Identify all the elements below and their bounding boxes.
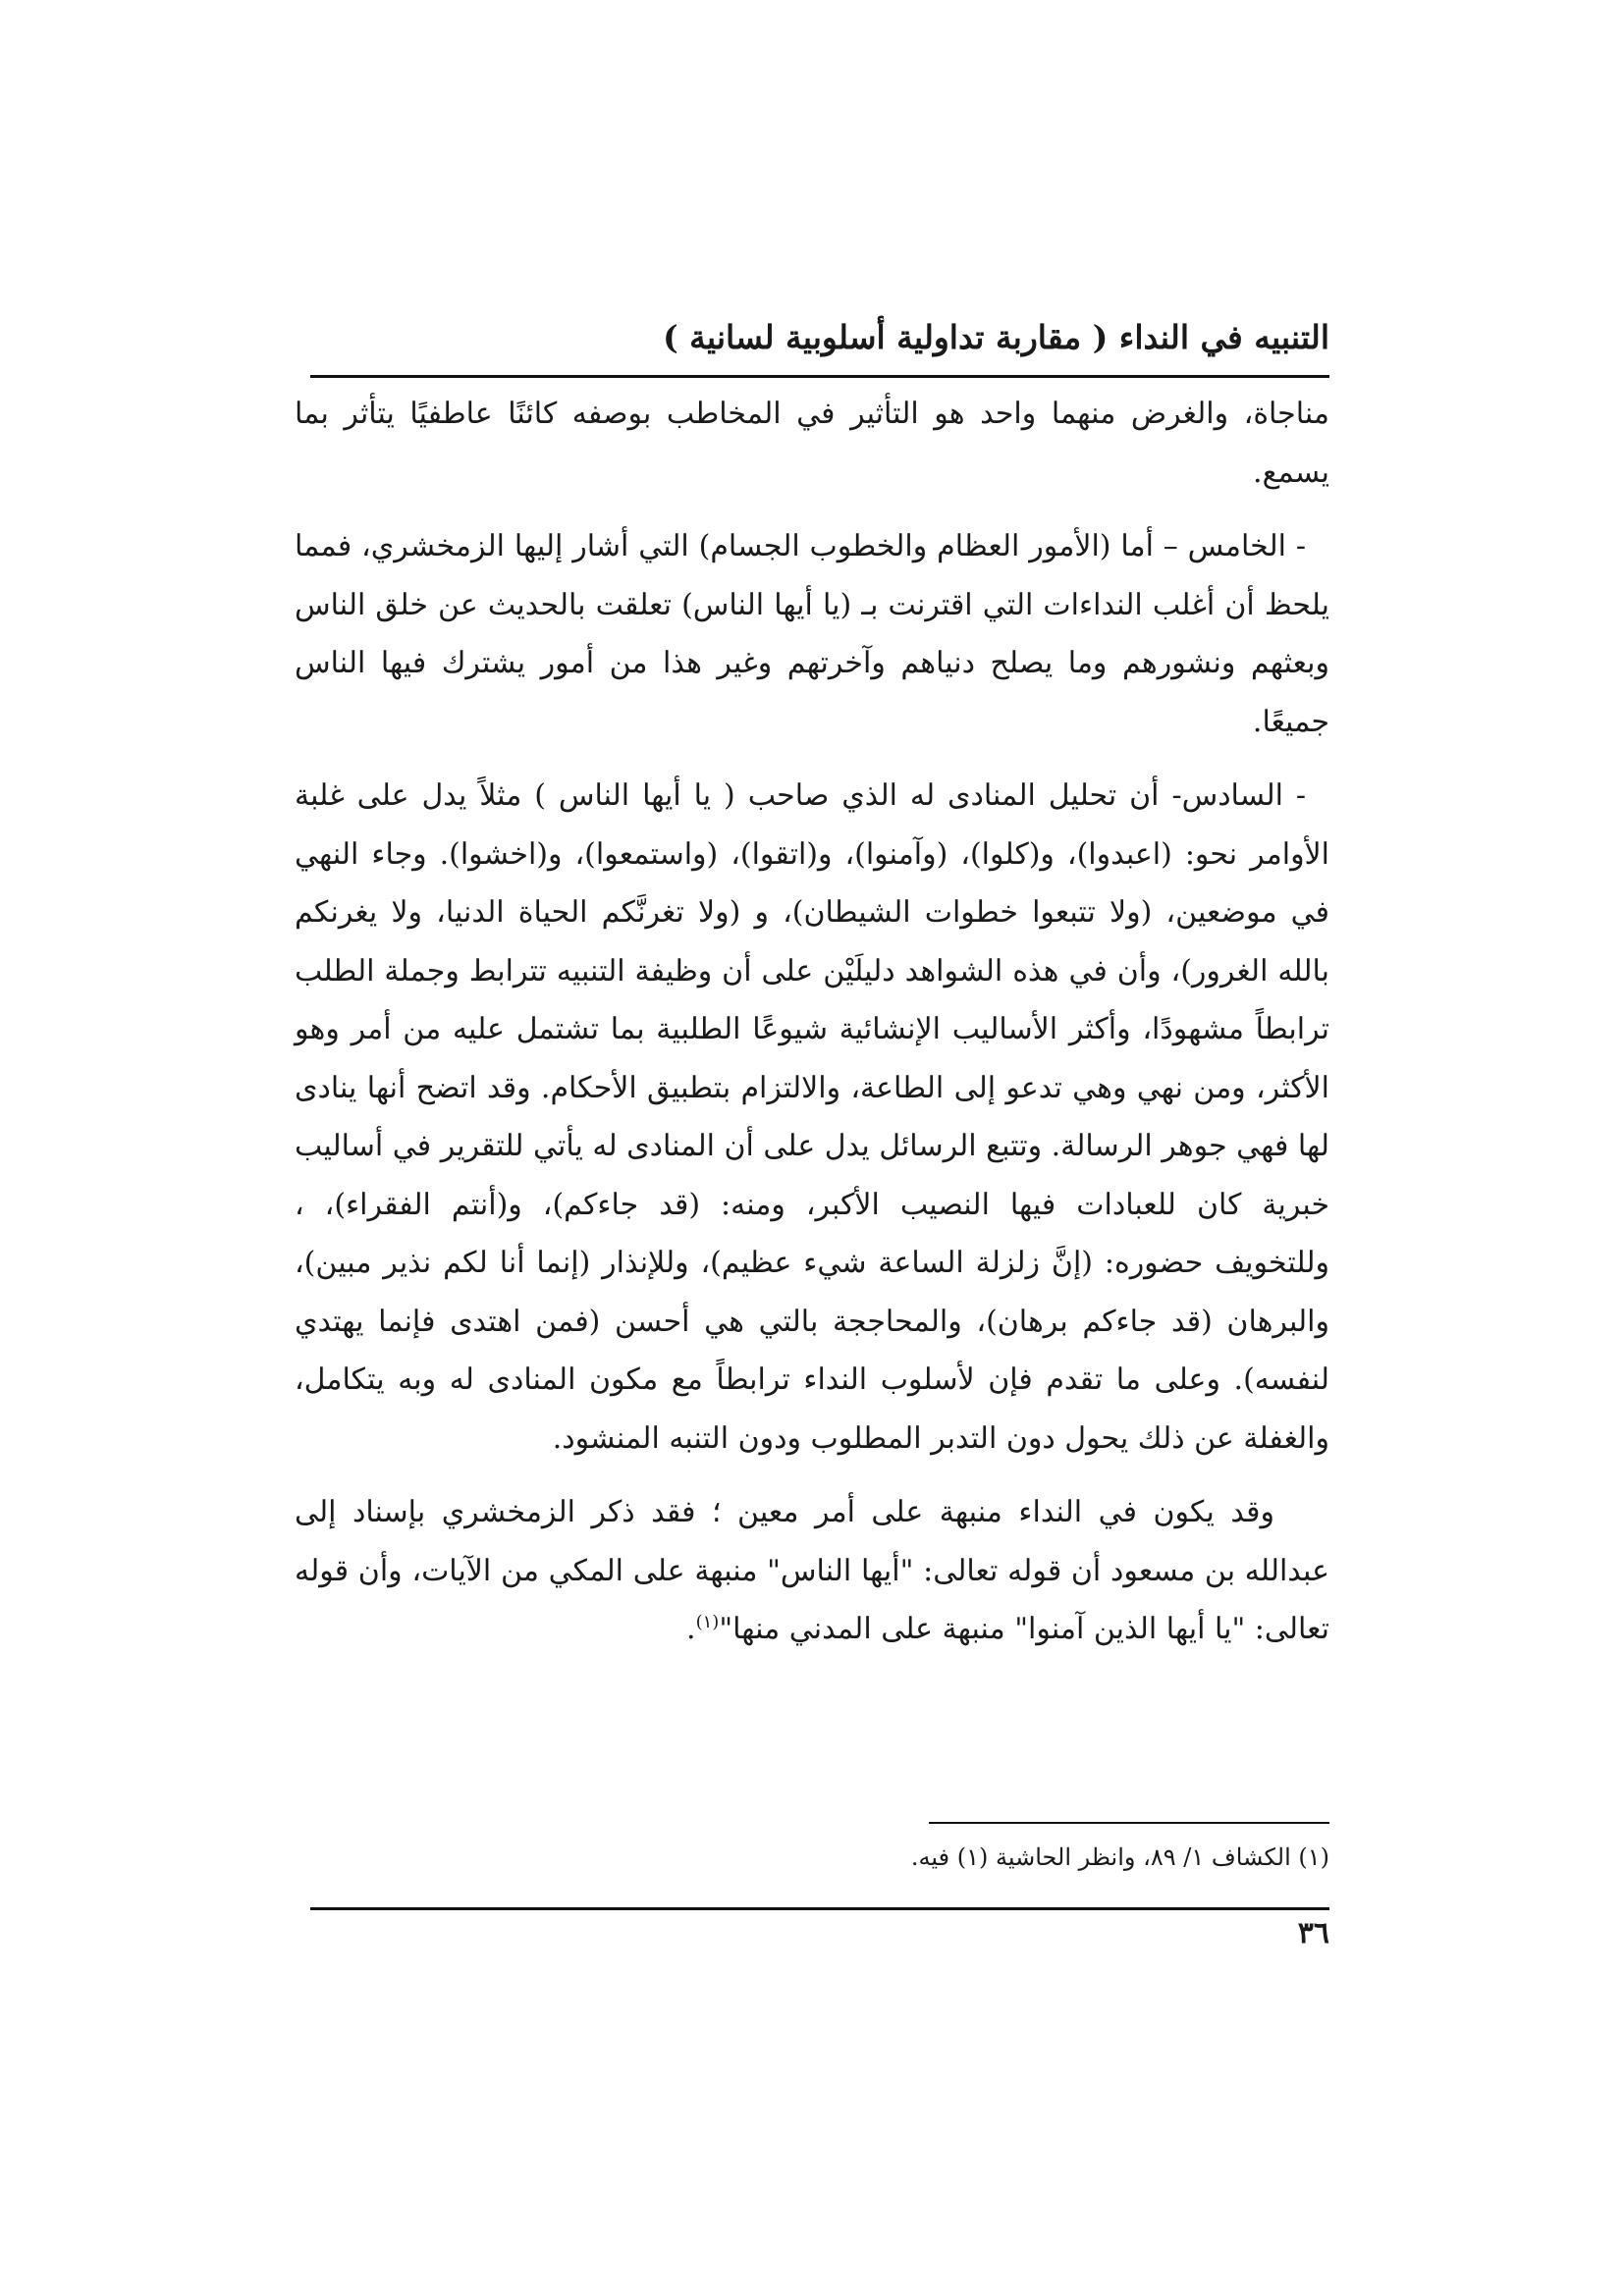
body-text [295,385,1329,1675]
paragraph-zamakhshari [295,1483,1329,1659]
paragraph-continuation: مناجاة، والغرض منهما واحد هو التأثير في المخاطب بوصفه كائنًا عاطفيًا يتأثر بما يسمع. [295,397,1329,490]
paragraph-sixth: - السادس- أن تحليل المنادى له الذي صاحب ( يا أيها الناس ) مثلاً يدل على غلبة الأوامر نحو: (اعبدوا)، و(كلوا)، (وآمنوا)، و(اتقوا)، (واستمعوا)، و(اخشوا). وجاء النهي في موضعين، (ولا تتبعوا خطوات الشيطان)، و (ولا تغرنَّكم الحياة الدنيا، ولا يغرنكم بالله الغرور)، وأن في هذه الشواهد دليلَيْن على أن وظيفة التنبيه تترابط وجملة الطلب ترابطاً مشهودًا، وأكثر الأساليب الإنشائية شيوعًا الطلبية بما تشتمل عليه من أمر وهو الأكثر، ومن نهي وهي تدعو إلى الطاعة، والالتزام بتطبيق الأحكام. وقد اتضح أنها ينادى لها فهي جوهر الرسالة. وتتبع الرسائل يدل على أن المنادى له يأتي للتقرير في أساليب خبرية كان للعبادات فيها النصيب الأكبر، ومنه: (قد جاءكم)، و(أنتم الفقراء)، ، وللتخويف حضوره: (إنَّ زلزلة الساعة شيء عظيم)، وللإنذار (إنما أنا لكم نذير مبين)، والبرهان (قد جاءكم برهان)، والمحاججة بالتي هي أحسن (فمن اهتدى فإنما يهتدي لنفسه). وعلى ما تقدم فإن لأسلوب النداء ترابطاً مع مكون المنادى له وبه يتكامل، والغفلة عن ذلك يحول دون التدبر المطلوب ودون التنبه المنشود. [295,778,1329,1456]
paragraph-end-mark: . [686,1612,696,1646]
footnote: (١) الكشاف ١/ ٨٩، وانظر الحاشية (١) فيه. [910,1843,1329,1871]
paragraph-fifth: - الخامس – أما (الأمور العظام والخطوب الجسام) التي أشار إليها الزمخشري، فمما يلحظ أن أغلب النداءات التي اقترنت بـ (يا أيها الناس) تعلقت بالحديث عن خلق الناس وبعثهم ونشورهم وما يصلح دنياهم وآخرتهم وغير هذا من أمور يشترك فيها الناس جميعًا. [295,529,1329,739]
page-number: ٣٦ [1297,1916,1329,1950]
footnote-rule [929,1822,1329,1824]
footnote-reference[interactable]: (١) [695,1612,720,1632]
paragraph-zamakhshari-text: وقد يكون في النداء منبهة على أمر معين ؛ فقد ذكر الزمخشري بإسناد إلى عبدالله بن مسعود أن قوله تعالى: "أيها الناس" منبهة على المكي من الآيات، وأن قوله تعالى: "يا أيها الذين آمنوا" منبهة على المدني منها" [295,1495,1329,1646]
header-rule [310,375,1329,378]
footer-rule [310,1907,1329,1910]
running-header: التنبيه في النداء ( مقاربة تداولية أسلوبية لسانية ) [663,318,1329,356]
